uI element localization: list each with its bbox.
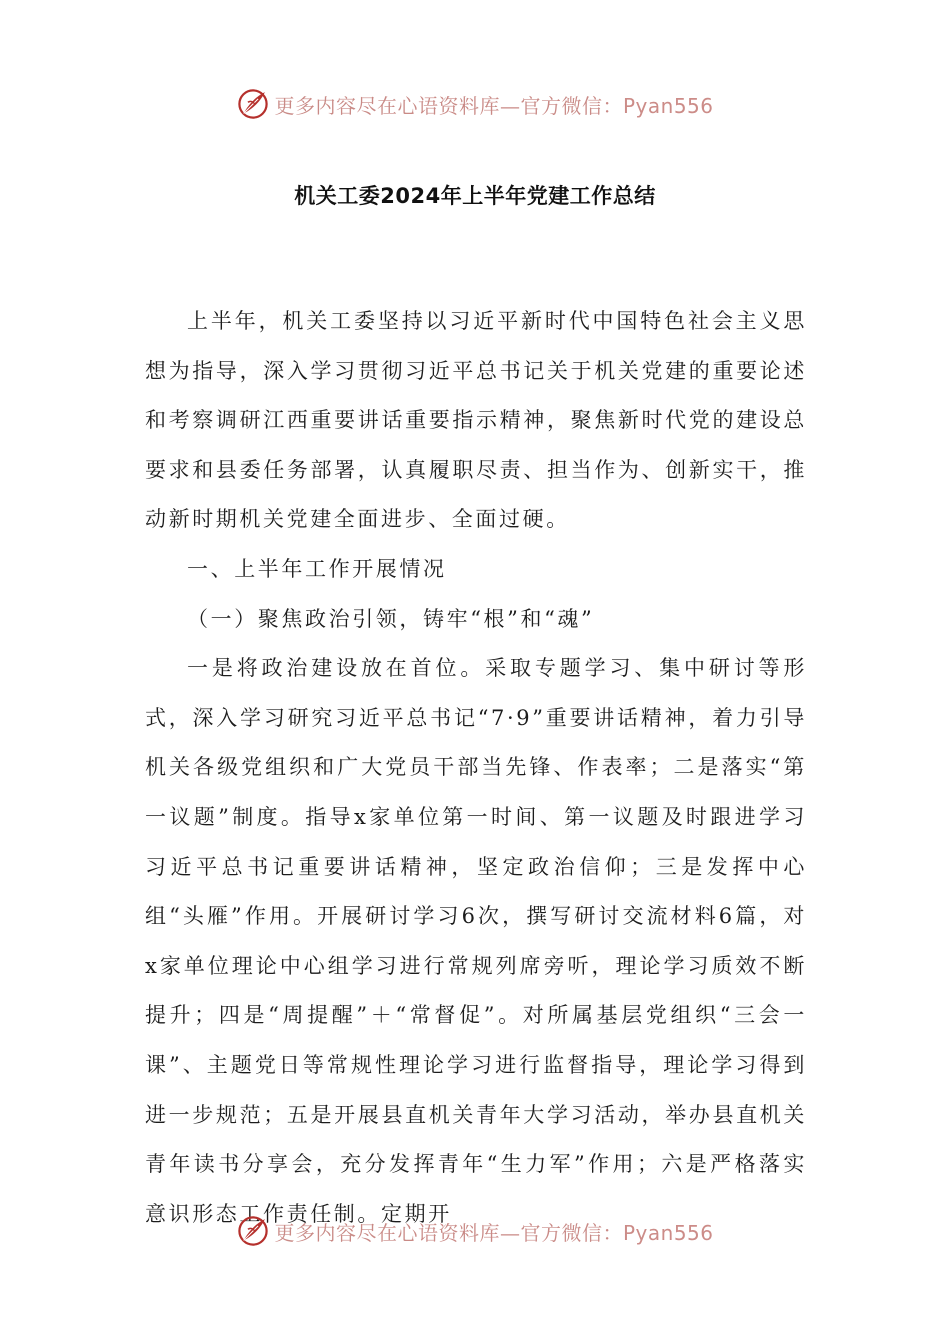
section-heading: 一、上半年工作开展情况 (187, 556, 447, 581)
document-body (145, 297, 807, 1239)
watermark-wechat-id: Pyan556 (622, 1220, 714, 1245)
intro-paragraph: 上半年，机关工委坚持以习近平新时代中国特色社会主义思想为指导，深入学习贯彻习近平总书记关于机关党建的重要论述和考察调研江西重要讲话重要指示精神，聚焦新时代党的建设总要求和县委任务部署，认真履职尽责、担当作为、创新实干，推动新时期机关党建全面进步、全面过硬。 (145, 309, 807, 532)
document-title: 机关工委2024年上半年党建工作总结 (294, 184, 656, 208)
quill-logo-icon (236, 87, 270, 121)
watermark-header (0, 84, 950, 124)
watermark-footer (0, 1211, 950, 1251)
subsection-heading: （一）聚焦政治引领，铸牢“根”和“魂” (187, 606, 595, 631)
body-paragraph: 一是将政治建设放在首位。采取专题学习、集中研讨等形式，深入学习研究习近平总书记“7·9”重要讲话精神，着力引导机关各级党组织和广大党员干部当先锋、作表率；二是落实“第一议题”制度。指导x家单位第一时间、第一议题及时跟进学习习近平总书记重要讲话精神，坚定政治信仰；三是发挥中心组“头雁”作用。开展研讨学习6次，撰写研讨交流材料6篇，对x家单位理论中心组学习进行常规列席旁听，理论学习质效不断提升；四是“周提醒”＋“常督促”。对所属基层党组织“三会一课”、主题党日等常规性理论学习进行监督指导，理论学习得到进一步规范；五是开展县直机关青年大学习活动，举办县直机关青年读书分享会，充分发挥青年“生力军”作用；六是严格落实意识形态工作责任制。定期开 (145, 656, 807, 1226)
watermark-text (274, 1217, 713, 1246)
watermark-label: 更多内容尽在心语资料库—官方微信： (274, 1220, 623, 1245)
watermark-label: 更多内容尽在心语资料库—官方微信： (274, 93, 623, 118)
watermark-text (274, 90, 713, 119)
quill-logo-icon (236, 1214, 270, 1248)
watermark-wechat-id: Pyan556 (622, 93, 714, 118)
